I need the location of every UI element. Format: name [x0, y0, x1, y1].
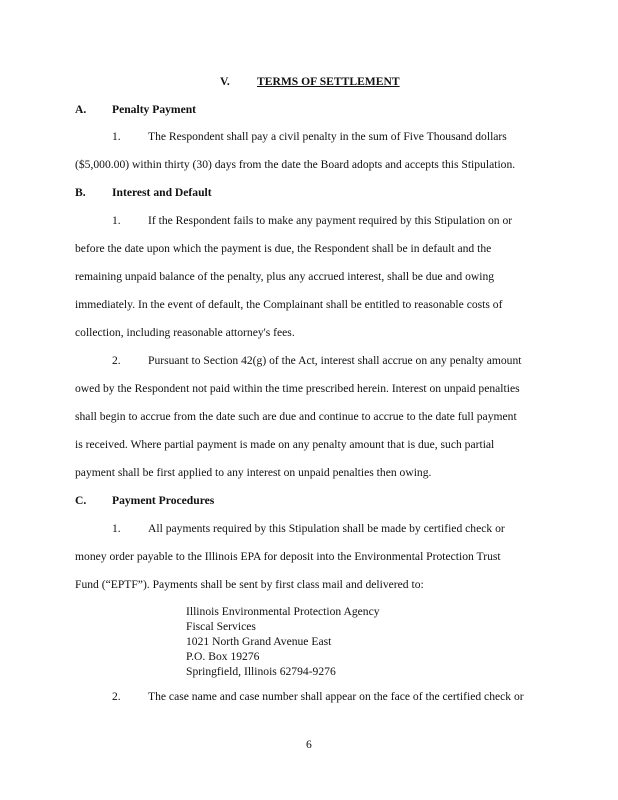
subsection-b-letter: B.	[75, 186, 86, 199]
paragraph-line: remaining unpaid balance of the penalty, plus any accrued interest, shall be due and owing	[75, 270, 495, 283]
address-line: P.O. Box 19276	[186, 650, 260, 663]
paragraph-line: owed by the Respondent not paid within the time prescribed herein. Interest on unpaid penalties	[75, 382, 520, 395]
paragraph-number: 2.	[112, 354, 121, 367]
paragraph-line: ($5,000.00) within thirty (30) days from the date the Board adopts and accepts this Stipulation.	[75, 158, 516, 171]
paragraph-line: The Respondent shall pay a civil penalty in the sum of Five Thousand dollars	[148, 130, 507, 143]
paragraph-line: shall begin to accrue from the date such are due and continue to accrue to the date full payment	[75, 410, 517, 423]
address-line: Springfield, Illinois 62794-9276	[186, 665, 336, 678]
paragraph-line: before the date upon which the payment is due, the Respondent shall be in default and the	[75, 242, 492, 255]
paragraph-number: 1.	[112, 522, 121, 535]
paragraph-line: immediately. In the event of default, the Complainant shall be entitled to reasonable costs of	[75, 298, 503, 311]
address-line: 1021 North Grand Avenue East	[186, 635, 332, 648]
text-run: Pursuant to Section 42(	[148, 354, 257, 367]
subsection-a-heading: Penalty Payment	[112, 103, 197, 116]
paragraph-number: 2.	[112, 690, 121, 703]
address-line: Fiscal Services	[186, 620, 256, 633]
page-number: 6	[306, 738, 312, 751]
paragraph-line: All payments required by this Stipulation shall be made by certified check or	[148, 522, 505, 535]
subsection-b-heading: Interest and Default	[112, 186, 212, 199]
paragraph-number: 1.	[112, 130, 121, 143]
section-numeral: V.	[220, 75, 230, 88]
paragraph-line: payment shall be first applied to any interest on unpaid penalties then owing.	[75, 466, 432, 479]
mailing-address	[186, 604, 380, 679]
paragraph-line: collection, including reasonable attorney's fees.	[75, 326, 295, 339]
paragraph-line: The case name and case number shall appear on the face of the certified check or	[148, 690, 524, 703]
address-line: Illinois Environmental Protection Agency	[186, 605, 380, 618]
section-title: TERMS OF SETTLEMENT	[257, 75, 400, 88]
subsection-a-letter: A.	[75, 103, 87, 116]
paragraph-line: If the Respondent fails to make any payment required by this Stipulation on or	[148, 214, 513, 227]
paragraph-line: is received. Where partial payment is made on any penalty amount that is due, such partial	[75, 438, 495, 451]
subsection-c-heading: Payment Procedures	[112, 494, 215, 507]
subsection-c-letter: C.	[75, 494, 87, 507]
paragraph-line: Fund (“EPTF”). Payments shall be sent by first class mail and delivered to:	[75, 578, 424, 591]
text-run: ) of the Act, interest shall accrue on any penalty amount	[262, 354, 522, 367]
underlined-letter: g	[256, 354, 263, 367]
paragraph-line	[148, 354, 522, 368]
paragraph-line: money order payable to the Illinois EPA for deposit into the Environmental Protection Trust	[75, 550, 501, 563]
paragraph-number: 1.	[112, 214, 121, 227]
